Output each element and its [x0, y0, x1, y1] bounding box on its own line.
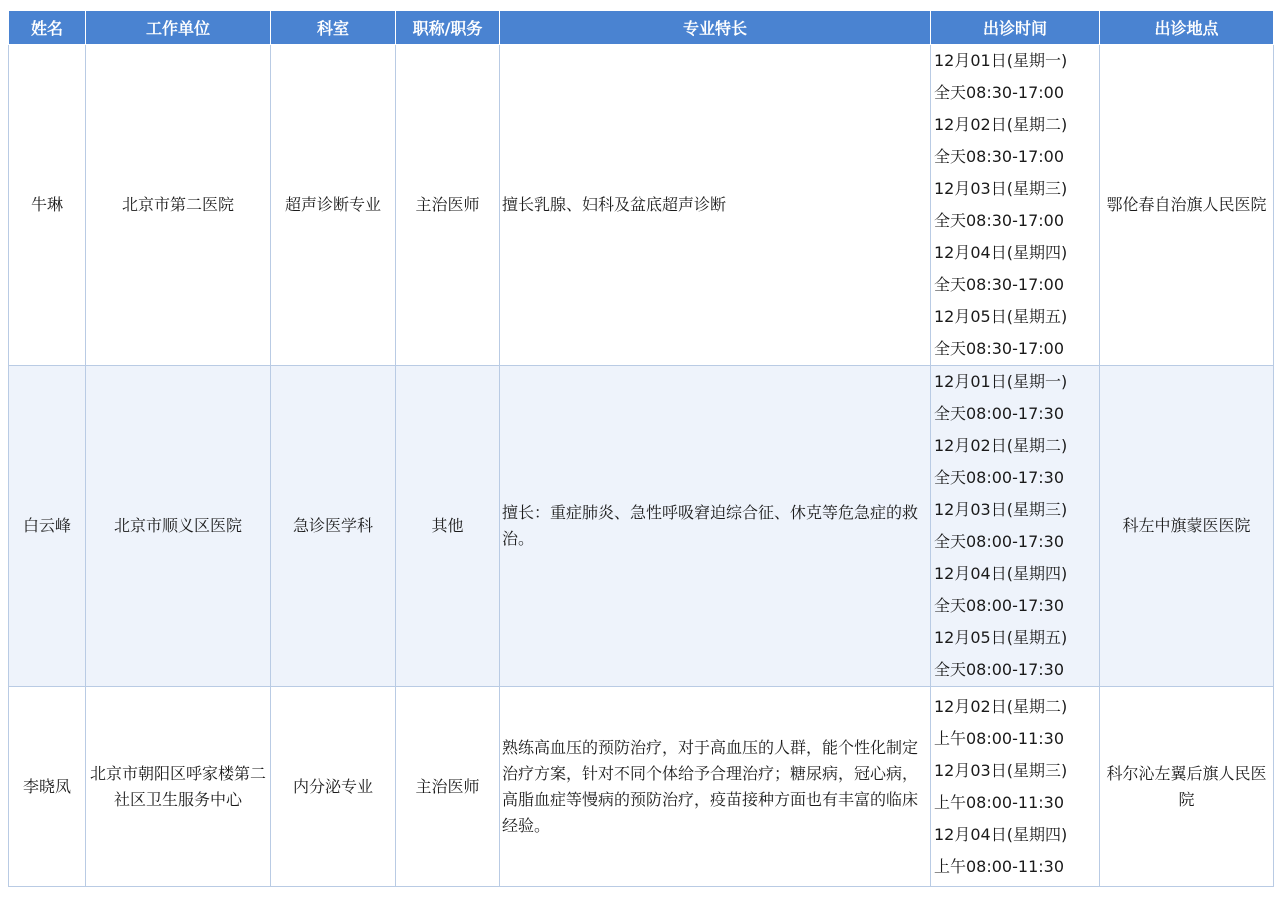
header-workplace: 工作单位	[86, 11, 271, 45]
schedule-line: 12月05日(星期五)	[934, 628, 1068, 647]
schedule-line: 全天08:30-17:00	[934, 211, 1064, 230]
schedule-line: 全天08:00-17:30	[934, 404, 1064, 423]
header-row	[9, 11, 1274, 45]
schedule-line: 12月02日(星期二)	[934, 436, 1068, 455]
specialty: 擅长：重症肺炎、急性呼吸窘迫综合征、休克等危急症的救治。	[500, 366, 931, 687]
schedule-line: 12月05日(星期五)	[934, 307, 1068, 326]
job-title: 主治医师	[396, 45, 500, 366]
workplace: 北京市顺义区医院	[86, 366, 271, 687]
table-row	[9, 687, 1274, 887]
location: 科左中旗蒙医医院	[1100, 366, 1274, 687]
header-title: 职称/职务	[396, 11, 500, 45]
doctor-name: 李晓凤	[9, 687, 86, 887]
doctor-schedule-table	[8, 10, 1274, 887]
schedule-line: 全天08:00-17:30	[934, 532, 1064, 551]
schedule-line: 全天08:00-17:30	[934, 660, 1064, 679]
schedule-line: 全天08:30-17:00	[934, 147, 1064, 166]
table-row	[9, 366, 1274, 687]
schedule-line: 12月02日(星期二)	[934, 696, 1068, 716]
schedule-line: 12月02日(星期二)	[934, 115, 1068, 134]
location: 科尔沁左翼后旗人民医院	[1100, 687, 1274, 887]
header-name: 姓名	[9, 11, 86, 45]
schedule-line: 12月01日(星期一)	[934, 51, 1068, 70]
schedule-line: 全天08:30-17:00	[934, 275, 1064, 294]
table-row	[9, 45, 1274, 366]
schedule-line: 12月04日(星期四)	[934, 564, 1068, 583]
department: 急诊医学科	[271, 366, 396, 687]
schedule	[931, 366, 1100, 687]
schedule-line: 上午08:00-11:30	[934, 728, 1064, 748]
header-specialty: 专业特长	[500, 11, 931, 45]
schedule	[931, 45, 1100, 366]
location: 鄂伦春自治旗人民医院	[1100, 45, 1274, 366]
department: 内分泌专业	[271, 687, 396, 887]
schedule-line: 上午08:00-11:30	[934, 856, 1064, 876]
schedule-line: 上午08:00-11:30	[934, 792, 1064, 812]
specialty: 熟练高血压的预防治疗，对于高血压的人群，能个性化制定治疗方案，针对不同个体给予合理治疗；糖尿病，冠心病，高脂血症等慢病的预防治疗，疫苗接种方面也有丰富的临床经验。	[500, 687, 931, 887]
workplace: 北京市第二医院	[86, 45, 271, 366]
job-title: 其他	[396, 366, 500, 687]
specialty: 擅长乳腺、妇科及盆底超声诊断	[500, 45, 931, 366]
doctor-name: 白云峰	[9, 366, 86, 687]
schedule-line: 12月03日(星期三)	[934, 500, 1068, 519]
job-title: 主治医师	[396, 687, 500, 887]
schedule-line: 全天08:30-17:00	[934, 83, 1064, 102]
header-location: 出诊地点	[1100, 11, 1274, 45]
workplace: 北京市朝阳区呼家楼第二社区卫生服务中心	[86, 687, 271, 887]
schedule-line: 12月04日(星期四)	[934, 824, 1068, 844]
schedule-line: 12月03日(星期三)	[934, 760, 1068, 780]
schedule-line: 全天08:30-17:00	[934, 339, 1064, 358]
header-schedule: 出诊时间	[931, 11, 1100, 45]
schedule-line: 全天08:00-17:30	[934, 596, 1064, 615]
schedule-line: 12月03日(星期三)	[934, 179, 1068, 198]
schedule-line: 12月01日(星期一)	[934, 372, 1068, 391]
schedule-line: 12月04日(星期四)	[934, 243, 1068, 262]
doctor-name: 牛琳	[9, 45, 86, 366]
schedule	[931, 687, 1100, 887]
schedule-line: 全天08:00-17:30	[934, 468, 1064, 487]
header-department: 科室	[271, 11, 396, 45]
department: 超声诊断专业	[271, 45, 396, 366]
